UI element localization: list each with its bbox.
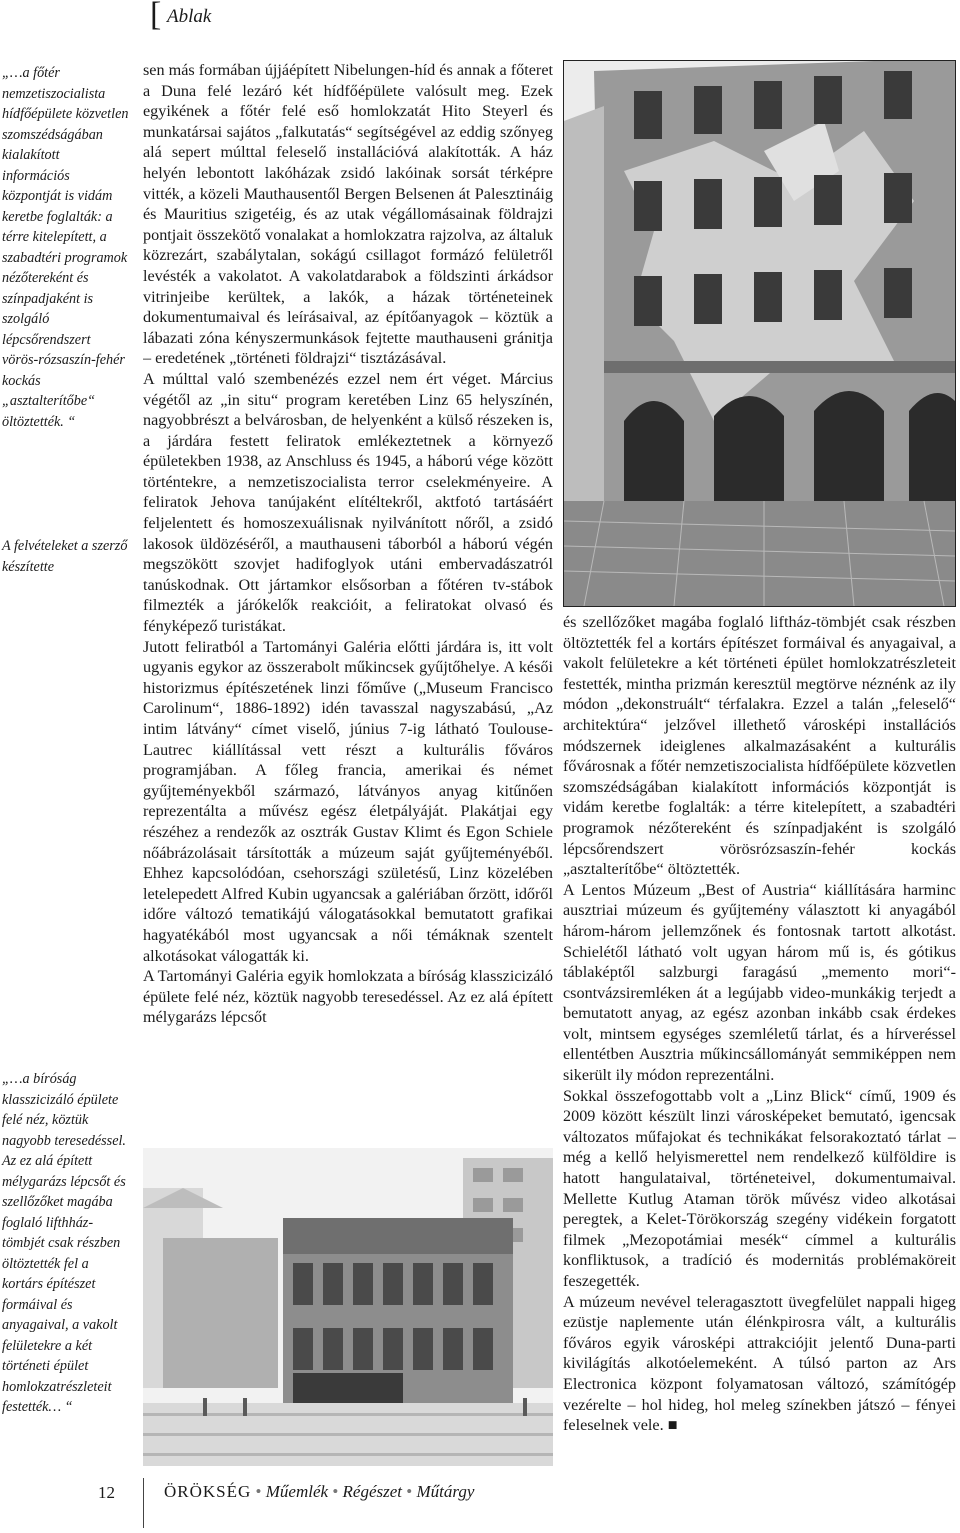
- article-column-middle: [143, 60, 553, 1140]
- paragraph: Jutott feliratból a Tartományi Galéria előtti járdára is, itt volt ugyanis egykor az összerabolt műkincsek gyűjtőhelye. A késői historizmus építészetének linzi főműve („Museum Francisco Carolinum“, 1886-1892) idén tavasszal nagyszabású, „Az intim látvány“ címet viselő, június 7-ig látható Toulouse-Lautrec kiállítással vett részt a kulturális főváros programjában. A főleg francia, amerikai és német gyűjteményekből származó, látványos anyag kitűnően reprezentálta a művész egész életpályáját. Plakátjai egy részéhez a rendezők az osztrák Gustav Klimt és Egon Schiele nőábrázolásait társították a múzeum saját gyűjteményéből. Ehhez kapcsolódóan, csehországi születésű, Linz közelében letelepedett Alfred Kubin ugyancsak a galériában őrzött, időről időre változó tematikájú válogatásokkal bemutatott grafikai hagyatékából most ugyancsak a női témáknak szentelt alkotásokat válogatták ki.: [143, 637, 553, 965]
- bracket-ornament: [: [150, 0, 162, 33]
- paragraph: A múlttal való szembenézés ezzel nem ért véget. Március végétől az „in situ“ program keretében Linz 65 helyszínén, nagyobbrészt a belvárosban, de helyenként a külső részeken is, a járdára festett feliratok emlékeztetnek a környező épületekben 1938, az Anschluss és 1945, a háború vége között történtekre, a nemzetiszocialista terror cselekményeire. A feliratok Jehova tanújaként elítéltekről, aktfotó tartásáért feljelentett és homoszexuálisnak nyilvánított nőről, a zsidó lakosok üldözéséről, a mauthauseni táborból a háború végén megszökött szovjet hadifoglyok utáni embervadászatról tanúskodnak. Ott jártamkor elsősorban a főtéren tv-stábok filmezték a járókelők reakcióit, a feliratokat olvasó és fényképező turistákat.: [143, 369, 553, 636]
- caption-top: [2, 63, 130, 432]
- footer-divider: [143, 1478, 144, 1528]
- paragraph: sen más formában újjáépített Nibelungen-híd és annak a főteret a Duna felé lezáró két hídfőépülete valósult meg. Ezek egyikének a főtér felé eső homlokzatát Hito Steyerl és munkatársai sajátos „falkutatás“ segítségével az eddig szőnyeg alá sepert múlttal feleselő installációvá alakították. A ház helyén lebontott lakóházak zsidó lakóinak sorsát térképre vitték, a közeli Mauthausentől Bergen Belsenen át Palesztináig és Mauritius szigetéig, és az utak végállomásainak földrajzi pontjait összekötő vonalakat a homlokzatra rajzolva, az általuk közrezárt, szabálytalan, sokágú csillagot formázó felületről levésték a vakolatot. A vakolatdarabok a földszinti árkádsor vitrinjeibe kerültek, a lakók, a házak történeteinek dokumentumaival és leírásaival, az építőanyagok – köztük a lábazati zóna kényszermunkások fejtette mauthauseni gránitja – eredetének „történeti földrajzi“ tisztázásával.: [143, 61, 553, 368]
- facade-building-illustration: [564, 61, 955, 606]
- paragraph: A múzeum nevével teleragasztott üvegfelület nappali higeg ezüstje naplemente után élénkpirosra vált, a kulturális főváros egyik városképi attrakciójit jelentő Duna-parti kivilágítás alkotóelemeként. A túlsó parton az Ars Electronica központ folyamatosan változó, számítógép vezérelte – hol hideg, hol meleg színekben játszó – fényei feleselnek vele. ■: [563, 1292, 956, 1435]
- footer-magazine: [164, 1482, 584, 1502]
- lift-house-illustration: [143, 1148, 553, 1466]
- caption-top-text: „…a főtér nemzetiszocialista hídfőépülete közvetlen szomszédságában kialakított információs központját is vidám keretbe foglalták: a térre kitelepített, a szabadtéri programok nézőtereként és színpadjaként is szolgáló lépcsőrendszert vörös-rózsaszín-fehér kockás „asztalterítőbe“ öltöztették. “: [2, 65, 129, 430]
- footer-separator: •: [255, 1482, 262, 1501]
- article-column-right: [563, 612, 956, 1472]
- page-number: 12: [98, 1483, 115, 1502]
- caption-bottom-text: „…a bíróság klasszicizáló épülete felé néz, köztük nagyobb teresedéssel. Az ez alá épített mélygarázs lépcsőt és szellőzőket magába foglaló lifthház-tömbjét csak részben öltöztették fel a kortárs építészet formáival és anyagaival, a vakolt felületekre a két történeti épület homlokzatrészleteit festették… “: [2, 1071, 126, 1415]
- paragraph: A Tartományi Galéria egyik homlokzata a bíróság klasszicizáló épülete felé néz, köztük nagyobb teresedéssel. Az ez alá épített mélygarázs lépcsőt: [143, 967, 553, 1027]
- section-label: Ablak: [167, 6, 212, 27]
- photo-credit-text: A felvételeket a szerző készítette: [2, 538, 128, 575]
- footer-item: Műtárgy: [416, 1482, 475, 1501]
- footer-item: Műemlék: [265, 1482, 329, 1501]
- magazine-title: ÖRÖKSÉG: [164, 1482, 252, 1501]
- footer-separator: •: [332, 1482, 339, 1501]
- footer-item: Régészet: [342, 1482, 402, 1501]
- photo-facade-building: [563, 60, 956, 607]
- paragraph: A Lentos Múzeum „Best of Austria“ kiállítására harminc ausztriai múzeum és gyűjtemény választott ki anyagából három-három jellemzőnek és fontosnak tartott alkotást. Schielétől látható volt ugyan három mű is, és gótikus táblaképtől salzburgi faragású „memento mori“-csontvázsiremléken át a legújabb video-munkákig terjedt a bemutatott anyag, az egész azonban inkább csak érdekes volt, mintsem egységes szemléletű tárlat, és a hírveréssel ellentétben Ausztria műkincsállományát semmiképpen nem sikerült ily módon reprezentálni.: [563, 880, 956, 1085]
- paragraph: Sokkal összefogottabb volt a „Linz Blick“ című, 1909 és 2009 között készült linzi városképeket bemutató, igencsak változatos műfajokat és technikákat felsorakoztató tárlat – még a kellő helyismerettel nem rendelkező külföldire is hatott hangulataival, történeteivel, dokumentumaival. Mellette Kutlug Ataman török művész video alkotásai peregtek, a Kelet-Törökország szegény vidékein forgatott filmek „Mezopotámiai mesék“ címmel a kulturális konfliktusok, a tradíció és modernitás problémaköreit feszegették.: [563, 1086, 956, 1290]
- photo-lift-house: [143, 1148, 553, 1466]
- paragraph: és szellőzőket magába foglaló liftház-tömbjét csak részben öltöztették fel a kortárs építészet formáival és anyagaival, a vakolt felületekre a két történeti épület homlokzatrészleteit festették, mintha prizmán keresztül megtörve néznénk az ily módon „dekonstruált“ térfalakra. Ezzel a talán „feleselő“ architektúra“ jelzővel illethető városképi installációs módszernek ideiglenes alkalmazásaként a kulturális fővárosnak a főtér nemzetiszocialista hídfőépülete közvetlen szomszédságában kialakított információs központját is vidám keretbe foglalták: a térre kitelepített, a szabadtéri programok nézőtereként és színpadjaként is szolgáló lépcsőrendszert vörösrózsaszín-fehér kockás „asztalterítőbe“ öltöztették.: [563, 613, 956, 879]
- footer-separator: •: [406, 1482, 413, 1501]
- photo-credit: [2, 536, 130, 577]
- caption-bottom: [2, 1069, 130, 1418]
